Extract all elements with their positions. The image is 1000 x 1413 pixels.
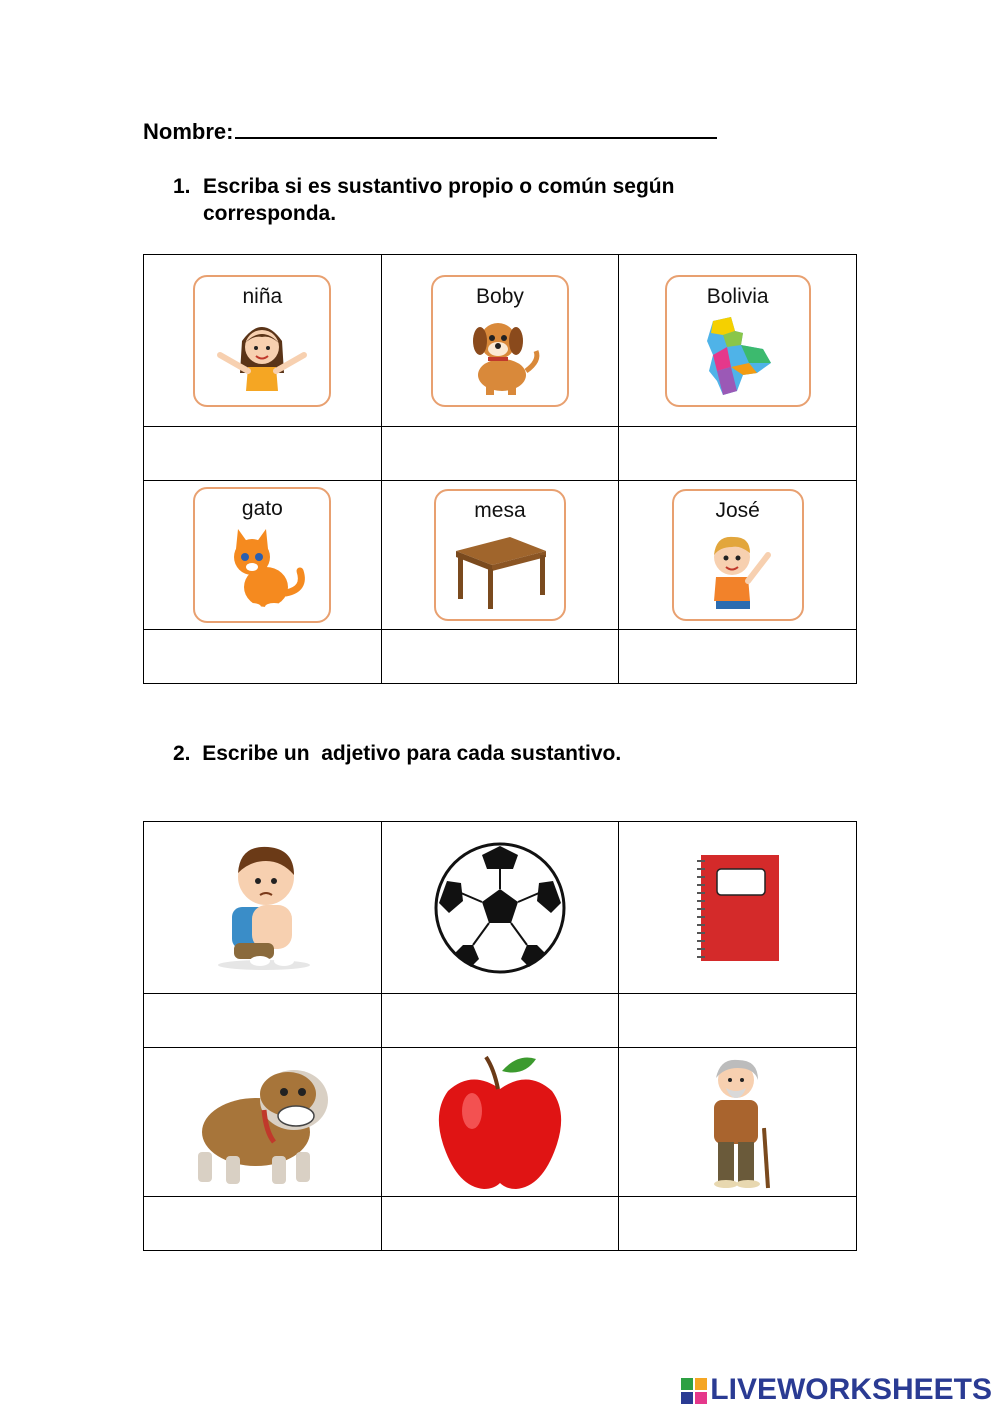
answer-input[interactable] [623,1201,852,1246]
exercise2-table [143,821,857,1251]
answer-input[interactable] [623,998,852,1043]
answer-input[interactable] [623,431,852,476]
answer-cell[interactable] [619,994,857,1048]
picture-cell [381,1048,619,1197]
boy-icon [688,525,788,613]
answer-input[interactable] [386,431,615,476]
answer-input[interactable] [148,1201,377,1246]
picture-cell [144,822,382,994]
soccer-ball-icon [433,841,567,975]
answer-input[interactable] [386,634,615,679]
card-cell [144,255,382,427]
exercise2-number: 2. [173,742,191,765]
name-field [143,117,717,145]
picture-cell [144,1048,382,1197]
old-man-icon [698,1054,778,1190]
sad-boy-icon [212,843,312,973]
answer-cell[interactable] [619,427,857,481]
answer-cell[interactable] [619,630,857,684]
card-gato [193,487,331,623]
card-word: Bolivia [706,284,769,308]
card-word: José [715,499,760,522]
answer-input[interactable] [148,998,377,1043]
exercise1-text: Escriba si es sustantivo propio o común según corresponda. [203,175,675,225]
answer-cell[interactable] [381,427,619,481]
notebook-icon [693,851,783,965]
card-cell [381,255,619,427]
map-icon [683,311,793,399]
card-word: Boby [476,284,524,308]
liveworksheets-mark-icon [681,1378,707,1404]
exercise1-number: 1. [173,175,191,198]
picture-cell [619,1048,857,1197]
answer-cell[interactable] [619,1197,857,1251]
answer-cell[interactable] [381,1197,619,1251]
exercise1-table [143,254,857,684]
answer-cell[interactable] [144,994,382,1048]
dog-icon [450,311,550,399]
card-cell [619,481,857,630]
card-cell [144,481,382,630]
exercise2-instruction [173,740,621,767]
card-mesa [434,489,566,621]
answer-input[interactable] [148,634,377,679]
cat-icon [212,523,312,613]
card-boby [431,275,569,407]
exercise2-text: Escribe un adjetivo para cada sustantivo. [202,742,622,765]
name-label: Nombre: [143,119,234,144]
card-word: gato [241,497,283,520]
name-line [235,117,717,139]
card-cell [619,255,857,427]
answer-cell[interactable] [381,630,619,684]
card-nina [193,275,331,407]
answer-cell[interactable] [144,630,382,684]
card-jose [672,489,804,621]
table-icon [450,525,550,611]
apple-icon [432,1051,568,1193]
picture-cell [381,822,619,994]
answer-input[interactable] [386,1201,615,1246]
answer-input[interactable] [148,431,377,476]
brand-text: LIVEWORKSHEETS [710,1373,992,1406]
answer-cell[interactable] [144,1197,382,1251]
answer-cell[interactable] [381,994,619,1048]
answer-cell[interactable] [144,427,382,481]
liveworksheets-logo [681,1373,992,1407]
answer-input[interactable] [623,634,852,679]
card-bolivia [665,275,811,407]
answer-input[interactable] [386,998,615,1043]
picture-cell [619,822,857,994]
card-word: mesa [474,499,526,522]
bulldog-icon [184,1052,340,1192]
card-cell [381,481,619,630]
girl-icon [212,311,312,399]
card-word: niña [242,284,283,308]
